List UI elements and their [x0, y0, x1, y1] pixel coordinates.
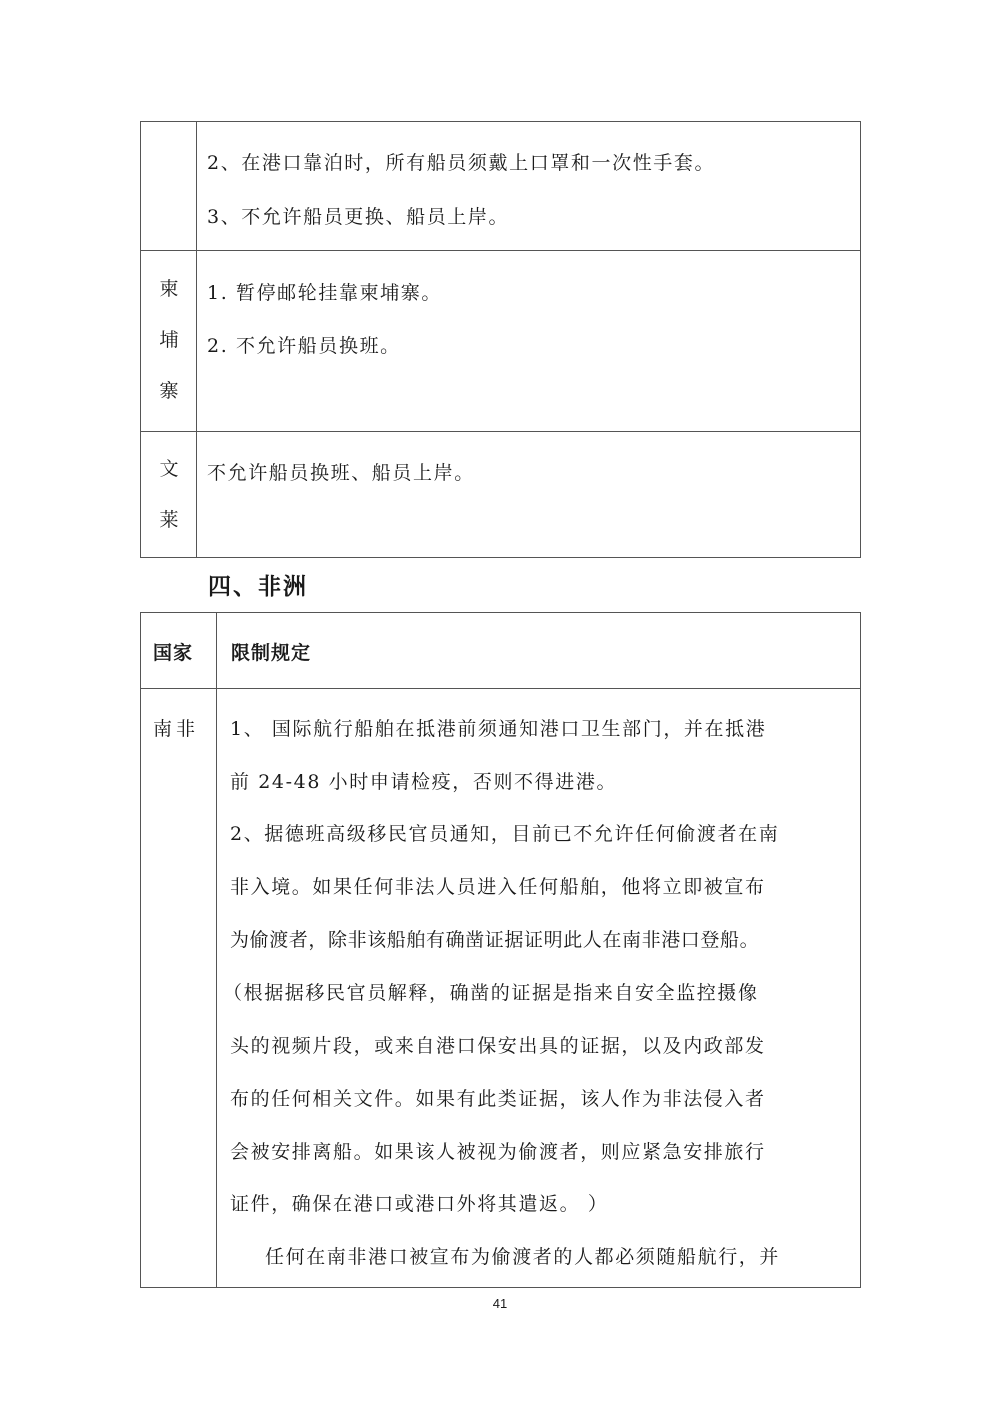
table-row-south-africa	[141, 688, 860, 1287]
rule-line: 2. 不允许船员换班。	[207, 335, 401, 357]
rule-line: 2、据德班高级移民官员通知，目前已不允许任何偷渡者在南	[230, 823, 780, 845]
rule-line: 前 24-48 小时申请检疫，否则不得进港。	[230, 771, 618, 793]
header-country: 国家	[153, 642, 194, 664]
asia-restrictions-table	[140, 121, 861, 558]
rule-line: （根据据移民官员解释，确凿的证据是指来自安全监控摄像	[223, 982, 759, 1004]
table-row-cambodia	[141, 250, 860, 431]
section-heading: 四、非洲	[208, 574, 308, 600]
rule-line: 不允许船员换班、船员上岸。	[207, 462, 475, 484]
country-char: 寨	[159, 380, 179, 402]
table-row-brunei	[141, 431, 860, 557]
rule-line: 头的视频片段，或来自港口保安出具的证据，以及内政部发	[230, 1035, 766, 1057]
rule-line: 为偷渡者，除非该船舶有确凿证据证明此人在南非港口登船。	[230, 929, 760, 951]
country-cell	[141, 432, 197, 557]
rule-line: 会被安排离船。如果该人被视为偷渡者，则应紧急安排旅行	[230, 1141, 766, 1163]
rule-line: 1. 暂停邮轮挂靠柬埔寨。	[207, 282, 442, 304]
country-cell	[141, 122, 197, 250]
rule-line: 1、 国际航行船舶在抵港前须通知港口卫生部门，并在抵港	[230, 718, 767, 740]
rule-line: 证件，确保在港口或港口外将其遣返。 ）	[230, 1193, 609, 1215]
country-char: 埔	[159, 329, 179, 351]
africa-restrictions-table	[140, 612, 861, 1288]
country-cell	[141, 251, 197, 431]
rule-line: 3、不允许船员更换、船员上岸。	[207, 206, 510, 228]
country-char: 柬	[159, 278, 179, 300]
country-char: 莱	[159, 509, 179, 531]
rule-line: 布的任何相关文件。如果有此类证据，该人作为非法侵入者	[230, 1088, 766, 1110]
rule-line: 2、在港口靠泊时，所有船员须戴上口罩和一次性手套。	[207, 152, 716, 174]
table-header-row	[141, 613, 860, 688]
country-name: 南非	[153, 718, 200, 740]
page-number: 41	[492, 1296, 508, 1311]
rule-line: 非入境。如果任何非法人员进入任何船舶，他将立即被宣布	[230, 876, 766, 898]
header-rules: 限制规定	[231, 642, 312, 664]
country-char: 文	[159, 458, 179, 480]
table-row	[141, 122, 860, 250]
rule-line: 任何在南非港口被宣布为偷渡者的人都必须随船航行，并	[265, 1246, 781, 1268]
